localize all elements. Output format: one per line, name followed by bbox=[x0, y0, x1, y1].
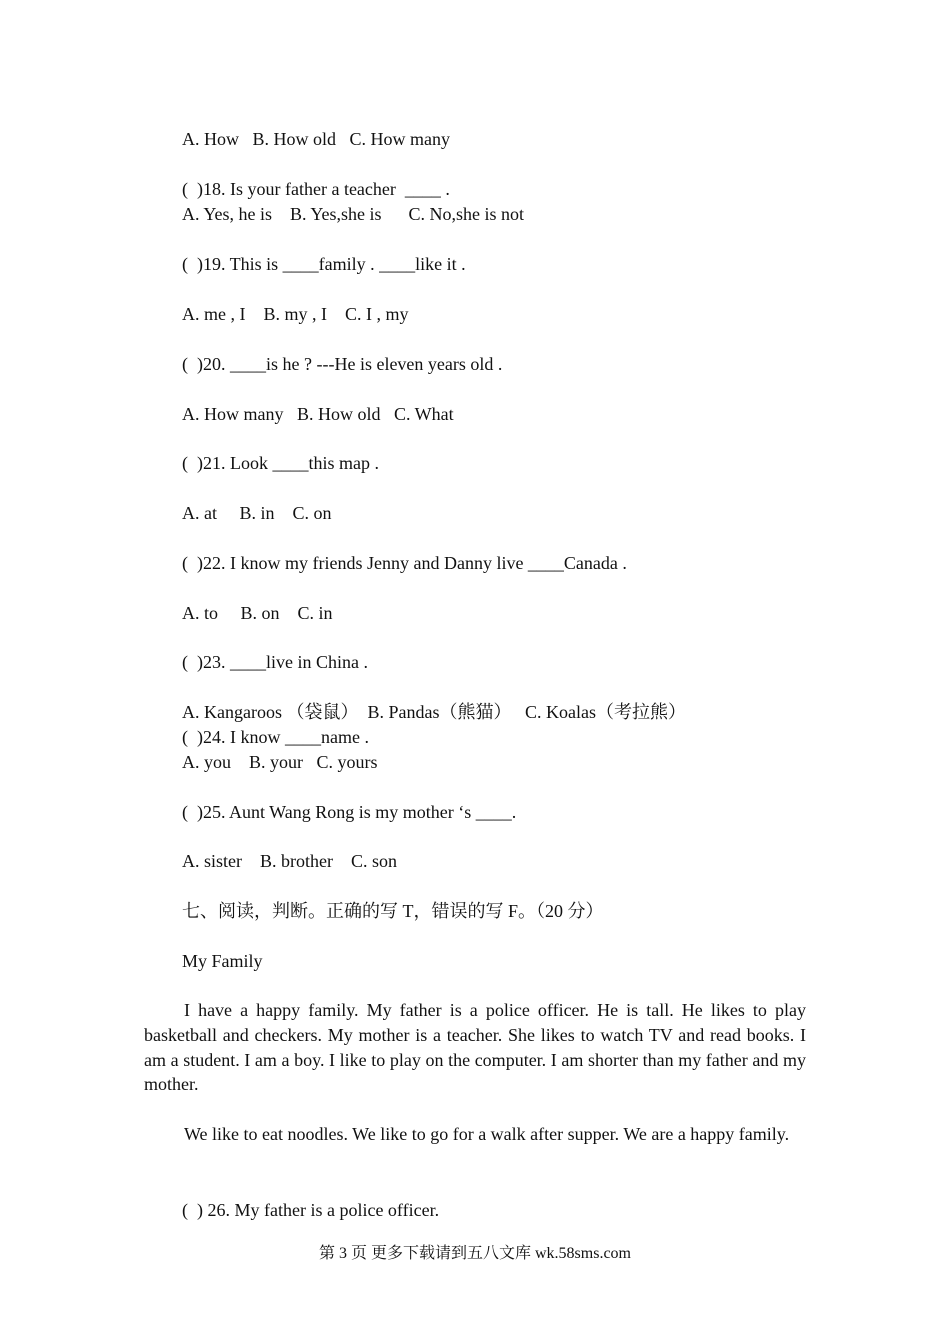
question-19-options: A. me , I B. my , I C. I , my bbox=[182, 304, 409, 324]
question-17-options: A. How B. How old C. How many bbox=[182, 129, 450, 149]
question-18-options: A. Yes, he is B. Yes,she is C. No,she is not bbox=[182, 204, 525, 224]
question-25-options: A. sister B. brother C. son bbox=[182, 851, 397, 871]
reading-section-title: 七、阅读，判断。正确的写 T，错误的写 F。（20 分） bbox=[182, 901, 604, 921]
question-26: ( ) 26. My father is a police officer. bbox=[182, 1200, 440, 1220]
question-22: ( )22. I know my friends Jenny and Danny live ____Canada . bbox=[182, 553, 627, 573]
passage-paragraph-2: We like to eat noodles. We like to go for a walk after supper. We are a happy family. bbox=[184, 1124, 790, 1144]
question-24: ( )24. I know ____name . bbox=[182, 727, 369, 747]
question-23: ( )23. ____live in China . bbox=[182, 652, 368, 672]
passage-title: My Family bbox=[182, 951, 263, 971]
passage-paragraph-1: I have a happy family. My father is a police officer. He is tall. He likes to play basketball and checkers. My mother is a teacher. She likes to watch TV and read books. I am a student. I am a boy. I like to play on the computer. I am shorter than my father and my mother. bbox=[144, 1000, 806, 1095]
question-23-options: A. Kangaroos （袋鼠） B. Pandas（熊猫） C. Koalas（考拉熊） bbox=[182, 702, 686, 722]
question-25: ( )25. Aunt Wang Rong is my mother ‘s ____. bbox=[182, 802, 517, 822]
question-19: ( )19. This is ____family . ____like it . bbox=[182, 254, 466, 274]
question-24-options: A. you B. your C. yours bbox=[182, 752, 378, 772]
question-20: ( )20. ____is he ? ---He is eleven years old . bbox=[182, 354, 503, 374]
question-22-options: A. to B. on C. in bbox=[182, 603, 333, 623]
question-18: ( )18. Is your father a teacher ____ . bbox=[182, 179, 450, 199]
question-21-options: A. at B. in C. on bbox=[182, 503, 332, 523]
page-footer: 第 3 页 更多下载请到五八文库 wk.58sms.com bbox=[318, 1245, 631, 1262]
question-20-options: A. How many B. How old C. What bbox=[182, 404, 454, 424]
question-21: ( )21. Look ____this map . bbox=[182, 453, 379, 473]
